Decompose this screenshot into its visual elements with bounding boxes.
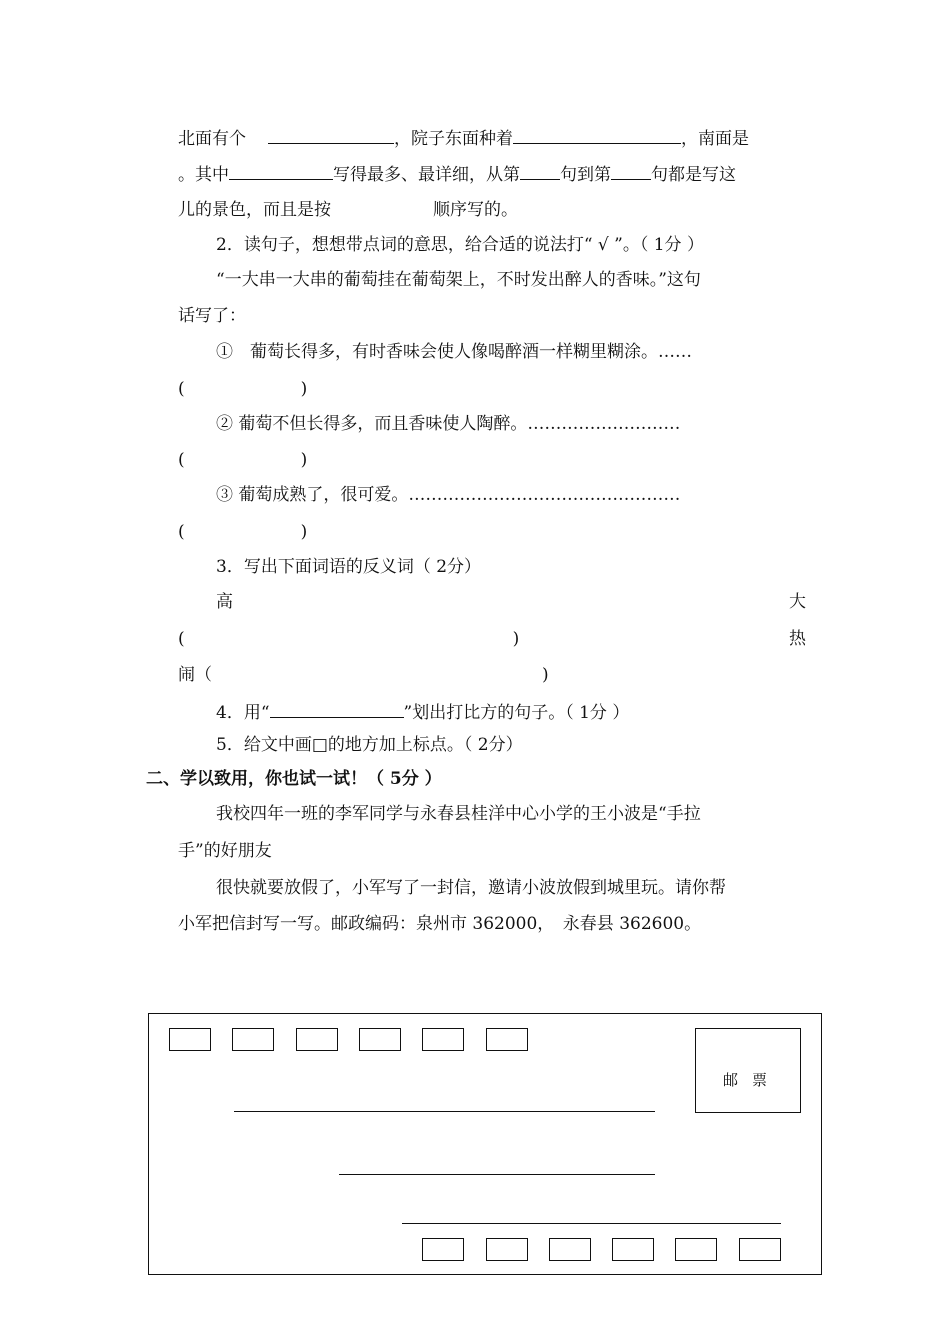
- q1-text: 句都是写这: [651, 165, 736, 185]
- q4-text: 4．用“: [216, 703, 270, 723]
- postcode-box[interactable]: [232, 1028, 274, 1051]
- recipient-name-line[interactable]: [339, 1174, 655, 1175]
- q5-line: 5．给文中画□的地方加上标点。（ 2分）: [216, 735, 523, 755]
- paren-open: (: [178, 629, 185, 649]
- q2-answer-paren-1[interactable]: [178, 381, 307, 398]
- sender-postcode-box[interactable]: [549, 1238, 591, 1261]
- sender-postcode-box[interactable]: [486, 1238, 528, 1261]
- q1-line3: [178, 202, 518, 219]
- q1-text: 儿的景色，而且是按: [178, 200, 331, 220]
- q2-quote-cont: 话写了：: [178, 306, 246, 326]
- section-2-para-2-cont: 小军把信封写一写。邮政编码：泉州市 362000， 永春县 362600。: [178, 914, 702, 934]
- paren-close: ): [300, 522, 308, 542]
- q2-option-2: ② 葡萄不但长得多，而且香味使人陶醉。………………………: [216, 414, 681, 434]
- q4-text: ”划出打比方的句子。（ 1分 ）: [403, 703, 630, 723]
- q3-word-3-cont: 闹（: [178, 665, 212, 685]
- postcode-box[interactable]: [359, 1028, 401, 1051]
- paren-open: (: [178, 450, 185, 470]
- paren-close: ): [542, 665, 549, 685]
- sender-postcode-box[interactable]: [422, 1238, 464, 1261]
- section-2-heading: 二、学以致用，你也试一试！（ 5分 ）: [146, 769, 442, 789]
- paren-open: (: [178, 379, 185, 399]
- section-2-para-2: 很快就要放假了，小军写了一封信，邀请小波放假到城里玩。请你帮: [216, 878, 726, 898]
- answer-blank[interactable]: [268, 129, 394, 144]
- q3-word-3: 热: [789, 629, 806, 649]
- q1-text: 。其中: [178, 165, 229, 185]
- q1-text: ，院子东面种着: [394, 129, 513, 149]
- postcode-box[interactable]: [169, 1028, 211, 1051]
- answer-blank[interactable]: [611, 165, 651, 180]
- postcode-box[interactable]: [486, 1028, 528, 1051]
- q2-quote: “一大串一大串的葡萄挂在葡萄架上，不时发出醉人的香味。”这句: [216, 270, 701, 290]
- q2-option-1: ① 葡萄长得多，有时香味会使人像喝醉酒一样糊里糊涂。……: [216, 342, 692, 362]
- q1-text: ，南面是: [681, 129, 749, 149]
- sender-postcode-box[interactable]: [739, 1238, 781, 1261]
- q3-word-2: 大: [789, 592, 806, 612]
- q1-line2: [178, 165, 736, 184]
- stamp-area: [695, 1028, 801, 1113]
- sender-postcode-box[interactable]: [675, 1238, 717, 1261]
- q1-text: 顺序写的。: [433, 200, 518, 220]
- answer-blank[interactable]: [513, 129, 681, 144]
- postcode-box[interactable]: [296, 1028, 338, 1051]
- q4-line: [216, 703, 629, 722]
- q2-option-3: ③ 葡萄成熟了，很可爱。…………………………………………: [216, 485, 681, 505]
- q1-text: 句到第: [560, 165, 611, 185]
- postcode-box[interactable]: [422, 1028, 464, 1051]
- paren-open: (: [178, 522, 185, 542]
- q3-word-1: 高: [216, 592, 233, 612]
- q3-answer-paren-2[interactable]: [178, 667, 549, 684]
- answer-blank[interactable]: [520, 165, 560, 180]
- q3-answer-paren-1[interactable]: [178, 631, 519, 648]
- paren-close: ): [300, 450, 308, 470]
- paren-close: ): [512, 629, 520, 649]
- q2-title: 2．读句子，想想带点词的意思，给合适的说法打“ √ ”。（ 1分 ）: [216, 235, 704, 255]
- q2-answer-paren-2[interactable]: [178, 452, 307, 469]
- answer-blank[interactable]: [229, 165, 333, 180]
- q1-text: 写得最多、最详细，从第: [333, 165, 520, 185]
- q2-answer-paren-3[interactable]: [178, 524, 307, 541]
- sender-postcode-box[interactable]: [612, 1238, 654, 1261]
- section-2-para-1-cont: 手”的好朋友: [178, 841, 272, 861]
- section-2-para-1: 我校四年一班的李军同学与永春县桂洋中心小学的王小波是“手拉: [216, 804, 701, 824]
- q1-text: 北面有个: [178, 129, 246, 149]
- envelope: [148, 1013, 822, 1275]
- answer-blank[interactable]: [270, 703, 404, 718]
- q3-title: 3．写出下面词语的反义词（ 2分）: [216, 557, 482, 577]
- sender-address-line[interactable]: [402, 1223, 781, 1224]
- stamp-label: 邮票: [722, 1071, 781, 1089]
- paren-close: ): [300, 379, 308, 399]
- recipient-address-line[interactable]: [234, 1111, 655, 1112]
- q1-line1: [178, 129, 749, 148]
